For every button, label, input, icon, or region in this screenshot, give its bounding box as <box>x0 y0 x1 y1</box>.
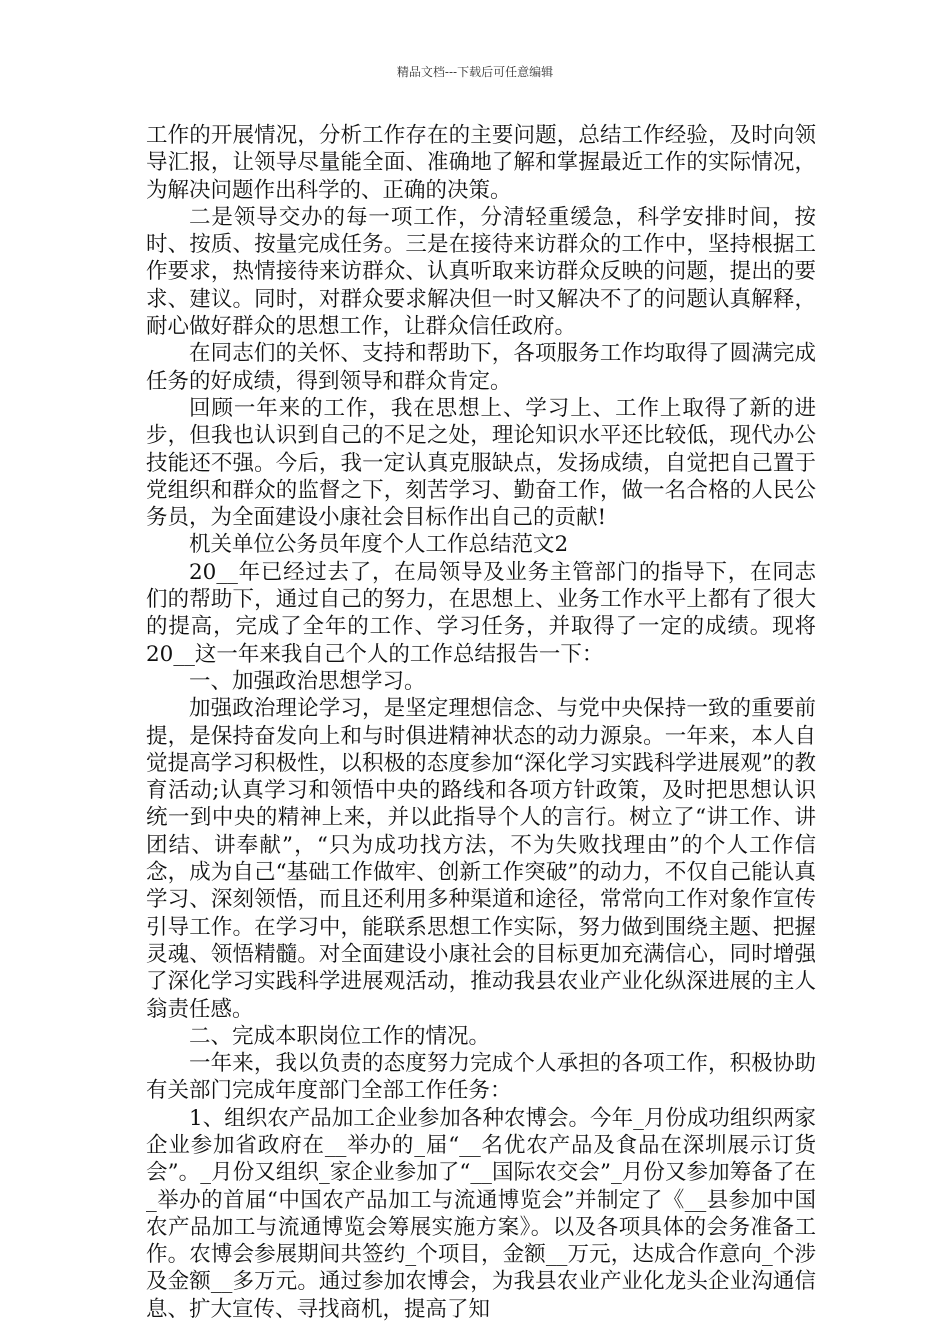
paragraph: 加强政治理论学习，是坚定理想信念、与党中央保持一致的重要前提，是保持奋发向上和与时俱进精神状态的动力源泉。一年来，本人自觉提高学习积极性，以积极的态度参加“深化学习实践科学进展观”的教育活动;认真学习和领悟中央的路线和各项方针政策，及时把思想认识统一到中央的精神上来，并以此指导个人的言行。树立了“讲工作、讲团结、讲奉献”，“只为成功找方法，不为失败找理由”的个人工作信念，成为自己“基础工作做牢、创新工作突破”的动力，不仅自己能认真学习、深刻领悟，而且还利用多种渠道和途径，常常向工作对象作宣传引导工作。在学习中，能联系思想工作实际，努力做到围绕主题、把握灵魂、领悟精髓。对全面建设小康社会的目标更加充满信心，同时增强了深化学习实践科学进展观活动，推动我县农业产业化纵深进展的主人翁责任感。 <box>146 696 816 1022</box>
paragraph: 工作的开展情况，分析工作存在的主要问题，总结工作经验，及时向领导汇报，让领导尽量能全面、准确地了解和掌握最近工作的实际情况，为解决问题作出科学的、正确的决策。 <box>146 123 816 203</box>
paragraph: 一年来，我以负责的态度努力完成个人承担的各项工作，积极协助有关部门完成年度部门全部工作任务： <box>146 1051 816 1104</box>
document-body <box>146 122 816 1323</box>
paragraph: 在同志们的关怀、支持和帮助下，各项服务工作均取得了圆满完成任务的好成绩，得到领导和群众肯定。 <box>146 341 816 394</box>
paragraph: 回顾一年来的工作，我在思想上、学习上、工作上取得了新的进步，但我也认识到自己的不足之处，理论知识水平还比较低，现代办公技能还不强。今后，我一定认真克服缺点，发扬成绩，自觉把自己置于党组织和群众的监督之下，刻苦学习、勤奋工作，做一名合格的人民公务员，为全面建设小康社会目标作出自己的贡献! <box>146 395 816 531</box>
paragraph: 20__年已经过去了，在局领导及业务主管部门的指导下，在同志们的帮助下，通过自己的努力，在思想上、业务工作水平上都有了很大的提高，完成了全年的工作、学习任务，并取得了一定的成绩。现将20__这一年来我自己个人的工作总结报告一下： <box>146 559 816 667</box>
paragraph: 二是领导交办的每一项工作，分清轻重缓急，科学安排时间，按时、按质、按量完成任务。三是在接待来访群众的工作中，坚持根据工作要求，热情接待来访群众、认真听取来访群众反映的问题，提出的要求、建议。同时，对群众要求解决但一时又解决不了的问题认真解释，耐心做好群众的思想工作，让群众信任政府。 <box>146 204 816 340</box>
section-title: 机关单位公务员年度个人工作总结范文2 <box>189 532 569 558</box>
section-heading: 二、完成本职岗位工作的情况。 <box>189 1023 491 1049</box>
section-heading: 一、加强政治思想学习。 <box>189 668 426 694</box>
paragraph: 1、组织农产品加工企业参加各种农博会。今年_月份成功组织两家企业参加省政府在__举办的_届“__名优农产品及食品在深圳展示订货会”。_月份又组织_家企业参加了“__国际农交会”_月份又参加筹备了在_举办的首届“中国农产品加工与流通博览会”并制定了《__县参加中国农产品加工与流通博览会筹展实施方案》。以及各项具体的会务准备工作。农博会参展期间共签约_个项目，金额__万元，达成合作意向_个涉及金额__多万元。通过参加农博会，为我县农业产业化龙头企业沟通信息、扩大宣传、寻找商机，提高了知 <box>146 1105 816 1322</box>
page-header: 精品文档---下载后可任意编辑 <box>396 65 554 79</box>
